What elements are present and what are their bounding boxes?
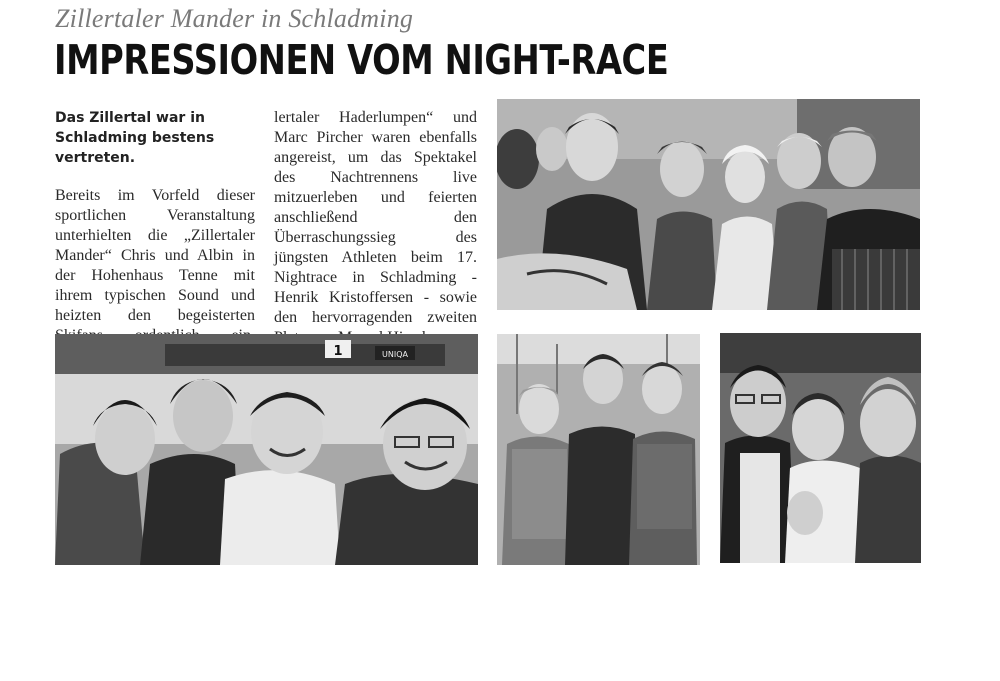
- article-lead: Das Zillertal war in Schladming bestens vertreten.: [55, 110, 215, 166]
- column-2-text: lertaler Haderlumpen“ und Marc Pircher waren ebenfalls angereist, um das Spektakel des Nachtrennens live mitzuerleben und feierten anschließend den Überraschungssieg des jüngsten Athleten beim 17. Nightrace in Schladming - Henrik Kristoffersen - sowie den hervorragenden zweiten: [274, 109, 477, 326]
- banner-text: UNIQA: [382, 350, 408, 359]
- photo-three-men-closeup: [720, 333, 921, 563]
- article-headline: IMPRESSIONEN VOM NIGHT-RACE: [54, 36, 669, 84]
- photo-fans-at-slope-image: [55, 334, 478, 565]
- photo-three-men-closeup-image: [720, 333, 921, 563]
- photo-musicians-group: [497, 99, 920, 310]
- photo-musicians-group-image: [497, 99, 920, 310]
- article-kicker: Zillertaler Mander in Schladming: [55, 4, 414, 33]
- article-column-1: [55, 108, 255, 366]
- article-column-2: [274, 108, 477, 348]
- photo-three-people: [497, 334, 700, 565]
- column-1-text: Bereits im Vorfeld dieser sportlichen Veranstaltung unterhielten die „Zillertaler Mander“ Chris und Albin in der Hohenhaus Tenne mit ihrem typischen Sound und heizten den begeisterten: [55, 187, 255, 324]
- photo-fans-at-slope: [55, 334, 478, 565]
- scoreboard-number: 1: [333, 344, 343, 359]
- photo-three-people-image: [497, 334, 700, 565]
